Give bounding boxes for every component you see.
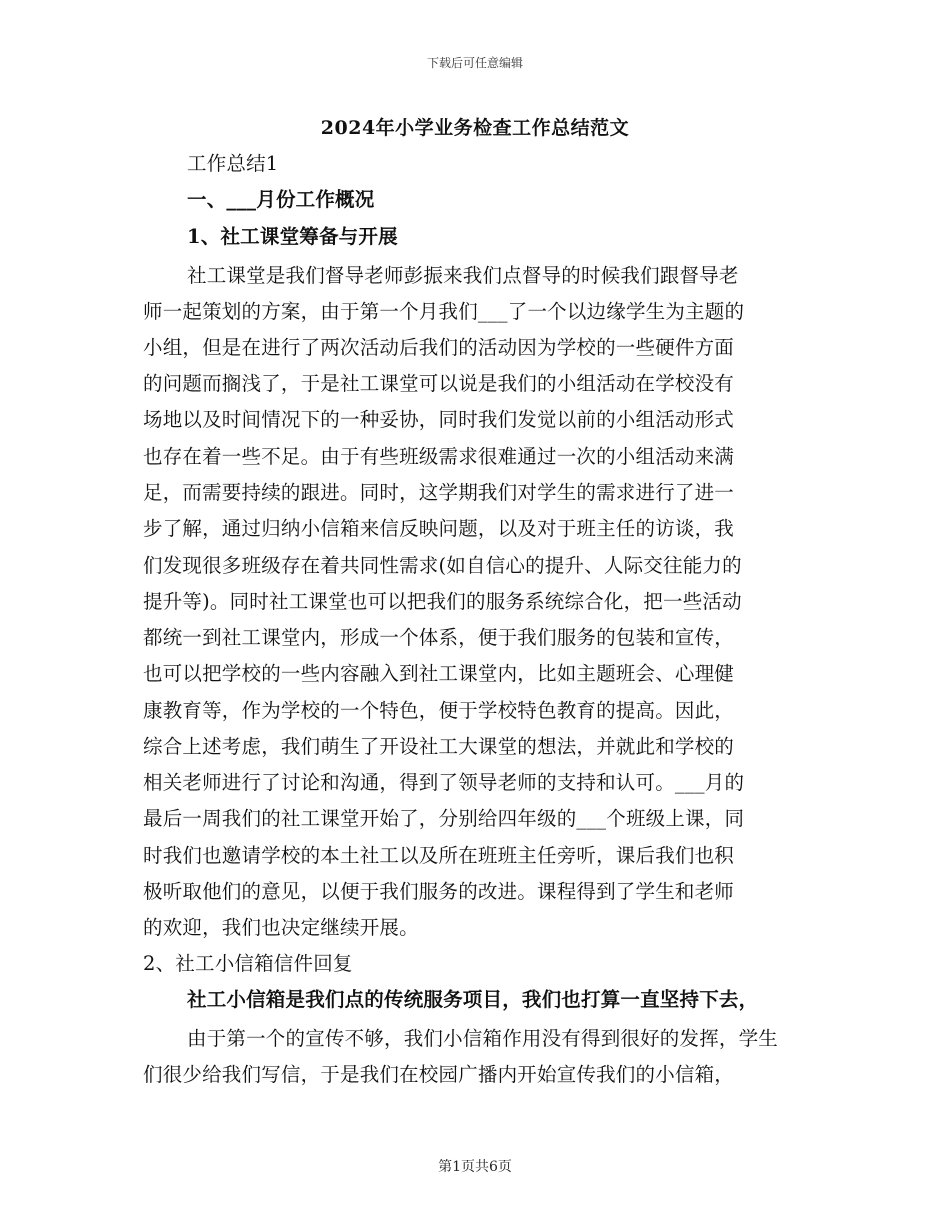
heading-level-2: 社工小信箱是我们点的传统服务项目，我们也打算一直坚持下去，	[187, 988, 759, 1011]
paragraph-line: 场地以及时间情况下的一种妥协，同时我们发觉以前的小组活动形式	[143, 408, 735, 431]
page-footer: 第1页共6页	[438, 1159, 512, 1175]
paragraph-line: 综合上述考虑，我们萌生了开设社工大课堂的想法，并就此和学校的	[143, 735, 735, 758]
paragraph-line: 小组，但是在进行了两次活动后我们的活动因为学校的一些硬件方面	[143, 336, 735, 359]
paragraph-line	[143, 1093, 811, 1129]
section-label: 工作总结1	[187, 152, 279, 175]
paragraph-line: 都统一到社工课堂内，形成一个体系，便于我们服务的包装和宣传，	[143, 626, 735, 649]
paragraph-line: 提升等)。同时社工课堂也可以把我们的服务系统综合化，把一些活动	[143, 590, 742, 613]
paragraph-line: 极听取他们的意见，以便于我们服务的改进。课程得到了学生和老师	[143, 880, 735, 903]
heading-level-2: 1、社工课堂筹备与开展	[187, 225, 398, 248]
paragraph-line: 也可以把学校的一些内容融入到社工课堂内，比如主题班会、心理健	[143, 662, 735, 685]
header-note: 下载后可任意编辑	[426, 56, 523, 70]
paragraph-line: 足，而需要持续的跟进。同时，这学期我们对学生的需求进行了进一	[143, 481, 735, 504]
paragraph-line: 的欢迎，我们也决定继续开展。	[143, 916, 419, 939]
paragraph-line: 时我们也邀请学校的本土社工以及所在班班主任旁听，课后我们也积	[143, 844, 735, 867]
heading-level-1: 一、___月份工作概况	[187, 188, 375, 211]
document-title: 2024年小学业务检查工作总结范文	[320, 117, 630, 139]
paragraph-line: 2、社工小信箱信件回复	[143, 952, 353, 975]
paragraph-line: 康教育等，作为学校的一个特色，便于学校特色教育的提高。因此，	[143, 699, 735, 722]
paragraph-line: 们发现很多班级存在着共同性需求(如自信心的提升、人际交往能力的	[143, 554, 742, 577]
paragraph-line: 也存在着一些不足。由于有些班级需求很难通过一次的小组活动来满	[143, 445, 735, 468]
paragraph-line: 最后一周我们的社工课堂开始了，分别给四年级的___个班级上课，同	[143, 807, 745, 830]
paragraph-line: 们很少给我们写信，于是我们在校园广播内开始宣传我们的小信箱，	[143, 1063, 735, 1086]
paragraph-line: 师一起策划的方案，由于第一个月我们___了一个以边缘学生为主题的	[143, 300, 745, 323]
paragraph-line: 由于第一个的宣传不够，我们小信箱作用没有得到很好的发挥，学生	[187, 1027, 779, 1050]
paragraph-line: 的问题而搁浅了，于是社工课堂可以说是我们的小组活动在学校没有	[143, 372, 735, 395]
paragraph-line: 步了解，通过归纳小信箱来信反映问题，以及对于班主任的访谈，我	[143, 517, 735, 540]
paragraph-line: 相关老师进行了讨论和沟通，得到了领导老师的支持和认可。___月的	[143, 771, 745, 794]
paragraph-line: 社工课堂是我们督导老师彭振来我们点督导的时候我们跟督导老	[187, 264, 739, 287]
